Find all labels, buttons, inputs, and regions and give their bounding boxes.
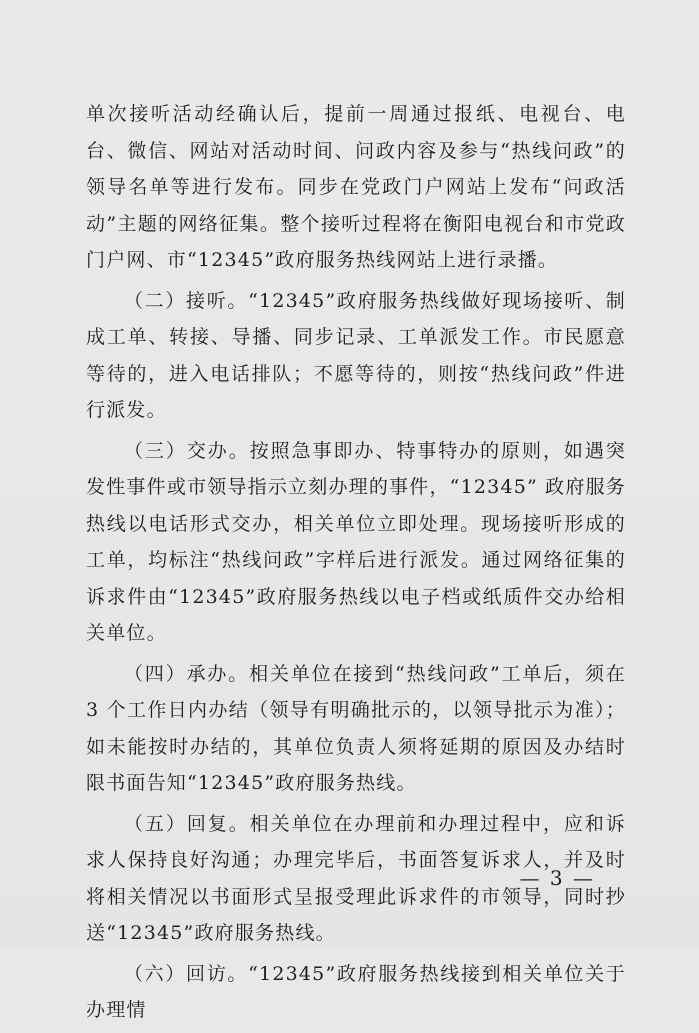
paragraph-publicity: 单次接听活动经确认后，提前一周通过报纸、电视台、电台、微信、网站对活动时间、问政内容及参与“热线问政”的领导名单等进行发布。同步在党政门户网站上发布“问政活动”主题的网络征集。整个接听过程将在衡阳电视台和市党政门户网、市“12345”政府服务热线网站上进行录播。 bbox=[86, 103, 626, 271]
paragraph-follow-up: （六）回访。“12345”政府服务热线接到相关单位关于办理情 bbox=[86, 962, 626, 1021]
paragraph-assignment: （三）交办。按照急事即办、特事特办的原则，如遇突发性事件或市领导指示立刻办理的事件，“12345” 政府服务热线以电话形式交办，相关单位立即处理。现场接听形成的工单，均标注“热线问政”字样后进行派发。通过网络征集的诉求件由“12345”政府服务热线以电子档或纸质件交办给相关单位。 bbox=[86, 439, 626, 644]
document-body bbox=[86, 96, 626, 1033]
page-number-label: — 3 — bbox=[519, 866, 595, 890]
paragraph-answering: （二）接听。“12345”政府服务热线做好现场接听、制成工单、转接、导播、同步记录、工单派发工作。市民愿意等待的，进入电话排队；不愿等待的，则按“热线问政”件进行派发。 bbox=[86, 289, 626, 421]
paragraph-reply: （五）回复。相关单位在办理前和办理过程中，应和诉求人保持良好沟通；办理完毕后，书面答复诉求人，并及时将相关情况以书面形式呈报受理此诉求件的市领导，同时抄送“12345”政府服务热线。 bbox=[86, 812, 626, 944]
paragraph-handling: （四）承办。相关单位在接到“热线问政”工单后，须在 3 个工作日内办结（领导有明确批示的，以领导批示为准）；如未能按时办结的，其单位负责人须将延期的原因及办结时限书面告知“12345”政府服务热线。 bbox=[86, 662, 626, 794]
page-number bbox=[0, 866, 699, 890]
